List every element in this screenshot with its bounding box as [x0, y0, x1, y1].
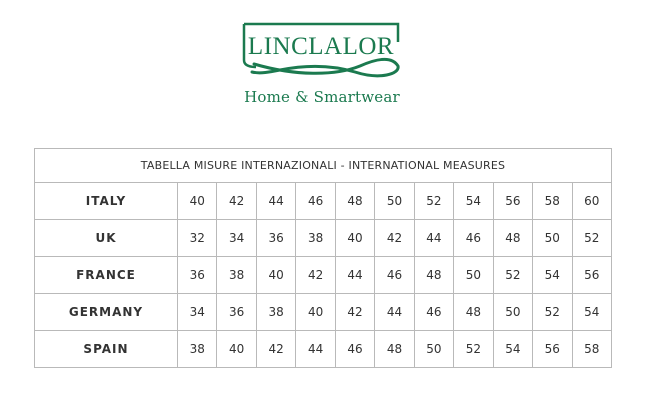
- size-value: 52: [414, 183, 453, 220]
- size-value: 60: [572, 183, 611, 220]
- size-value: 46: [335, 331, 374, 368]
- size-value: 44: [375, 294, 414, 331]
- country-label: SPAIN: [35, 331, 178, 368]
- size-value: 38: [217, 257, 256, 294]
- size-value: 46: [296, 183, 335, 220]
- size-value: 50: [533, 220, 572, 257]
- size-value: 52: [493, 257, 532, 294]
- size-value: 52: [533, 294, 572, 331]
- size-value: 54: [533, 257, 572, 294]
- size-value: 36: [256, 220, 295, 257]
- size-value: 34: [178, 294, 217, 331]
- size-value: 38: [178, 331, 217, 368]
- size-value: 58: [533, 183, 572, 220]
- brand-logo: [240, 20, 402, 82]
- size-value: 56: [533, 331, 572, 368]
- size-value: 38: [296, 220, 335, 257]
- table-title: TABELLA MISURE INTERNAZIONALI - INTERNATIONAL MEASURES: [35, 149, 612, 183]
- size-value: 50: [414, 331, 453, 368]
- size-value: 44: [335, 257, 374, 294]
- size-value: 48: [414, 257, 453, 294]
- size-value: 40: [178, 183, 217, 220]
- size-value: 42: [256, 331, 295, 368]
- size-value: 46: [454, 220, 493, 257]
- size-value: 36: [178, 257, 217, 294]
- size-value: 56: [572, 257, 611, 294]
- size-value: 50: [454, 257, 493, 294]
- size-value: 58: [572, 331, 611, 368]
- size-value: 40: [256, 257, 295, 294]
- country-label: FRANCE: [35, 257, 178, 294]
- table-row-italy: [35, 183, 612, 220]
- size-value: 54: [454, 183, 493, 220]
- size-value: 44: [414, 220, 453, 257]
- size-value: 40: [217, 331, 256, 368]
- table-row-uk: [35, 220, 612, 257]
- size-value: 54: [572, 294, 611, 331]
- size-value: 48: [375, 331, 414, 368]
- size-value: 40: [296, 294, 335, 331]
- table-row-france: [35, 257, 612, 294]
- size-value: 50: [493, 294, 532, 331]
- size-value: 34: [217, 220, 256, 257]
- size-value: 48: [454, 294, 493, 331]
- size-value: 46: [375, 257, 414, 294]
- size-value: 36: [217, 294, 256, 331]
- size-value: 42: [375, 220, 414, 257]
- brand-subtitle: Home & Smartwear: [244, 88, 400, 106]
- size-value: 52: [572, 220, 611, 257]
- size-value: 40: [335, 220, 374, 257]
- logo-lettering: LINCLALOR: [247, 33, 395, 60]
- size-value: 56: [493, 183, 532, 220]
- size-value: 44: [256, 183, 295, 220]
- table-title-row: [35, 149, 612, 183]
- table-row-germany: [35, 294, 612, 331]
- brand-logo-graphic: [240, 20, 402, 82]
- size-value: 44: [296, 331, 335, 368]
- size-value: 38: [256, 294, 295, 331]
- size-value: 48: [335, 183, 374, 220]
- size-value: 42: [296, 257, 335, 294]
- table-row-spain: [35, 331, 612, 368]
- size-value: 54: [493, 331, 532, 368]
- size-value: 42: [335, 294, 374, 331]
- country-label: GERMANY: [35, 294, 178, 331]
- size-value: 48: [493, 220, 532, 257]
- size-value: 50: [375, 183, 414, 220]
- size-chart-table: [34, 148, 612, 368]
- size-value: 52: [454, 331, 493, 368]
- size-value: 42: [217, 183, 256, 220]
- size-value: 32: [178, 220, 217, 257]
- country-label: UK: [35, 220, 178, 257]
- country-label: ITALY: [35, 183, 178, 220]
- size-value: 46: [414, 294, 453, 331]
